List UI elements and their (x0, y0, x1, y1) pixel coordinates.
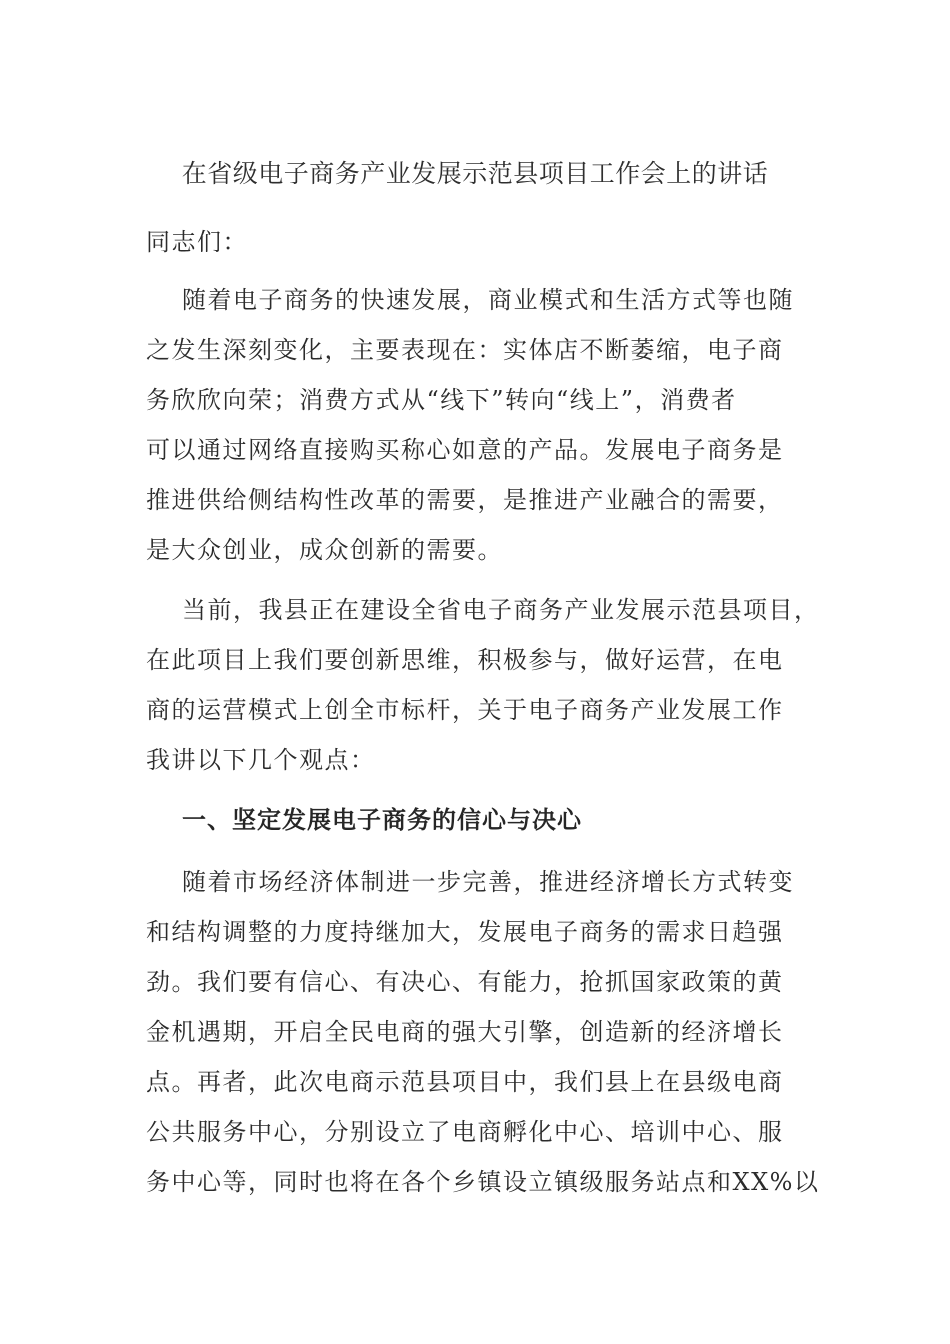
paragraph-1-line-1: 随着电子商务的快速发展，商业模式和生活方式等也随 (182, 286, 794, 314)
section-heading-1: 一、坚定发展电子商务的信心与决心 (182, 806, 582, 834)
document-title: 在省级电子商务产业发展示范县项目工作会上的讲话 (181, 159, 769, 188)
paragraph-2-line-1: 当前，我县正在建设全省电子商务产业发展示范县项目， (182, 596, 820, 624)
paragraph-2-line-4: 我讲以下几个观点： (146, 746, 376, 774)
paragraph-1-line-4: 可以通过网络直接购买称心如意的产品。发展电子商务是 (146, 436, 784, 464)
paragraph-1-line-5: 推进供给侧结构性改革的需要，是推进产业融合的需要， (146, 486, 784, 514)
paragraph-1-line-2: 之发生深刻变化，主要表现在：实体店不断萎缩，电子商 (146, 336, 784, 364)
paragraph-3-line-4: 金机遇期，开启全民电商的强大引擎，创造新的经济增长 (146, 1018, 784, 1046)
paragraph-3-line-5: 点。再者，此次电商示范县项目中，我们县上在县级电商 (146, 1068, 784, 1096)
paragraph-2-line-3: 商的运营模式上创全市标杆，关于电子商务产业发展工作 (146, 696, 784, 724)
paragraph-3-line-7: 务中心等，同时也将在各个乡镇设立镇级服务站点和XX%以 (146, 1168, 820, 1196)
salutation: 同志们： (146, 228, 248, 256)
paragraph-1-line-3: 务欣欣向荣；消费方式从“线下”转向“线上”，消费者 (146, 386, 737, 414)
paragraph-2-line-2: 在此项目上我们要创新思维，积极参与，做好运营，在电 (146, 646, 784, 674)
paragraph-1-line-6: 是大众创业，成众创新的需要。 (146, 536, 503, 564)
paragraph-3-line-6: 公共服务中心，分别设立了电商孵化中心、培训中心、服 (146, 1118, 784, 1146)
paragraph-3-line-3: 劲。我们要有信心、有决心、有能力，抢抓国家政策的黄 (146, 968, 784, 996)
paragraph-3-line-2: 和结构调整的力度持继加大，发展电子商务的需求日趋强 (146, 918, 784, 946)
paragraph-3-line-1: 随着市场经济体制进一步完善，推进经济增长方式转变 (182, 868, 794, 896)
